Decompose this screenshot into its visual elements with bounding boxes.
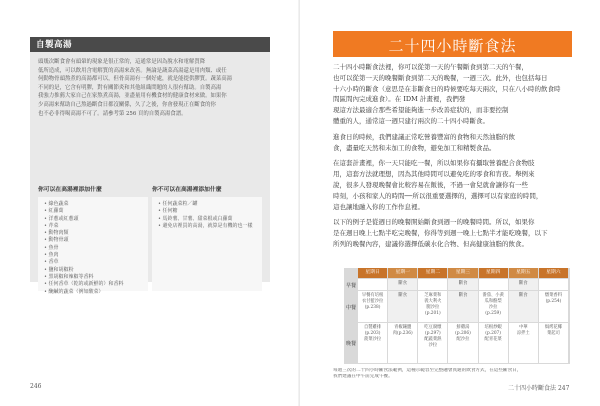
list-item: • 醃鹹的蔬菜（例如酸菜） xyxy=(44,289,148,296)
paragraph-line: 這也讓地融入你的工作作息裡。 xyxy=(333,202,424,211)
forbidden-ingredients-title: 你不可以在高湯裡添加什麼 xyxy=(152,187,222,193)
running-footer-title: 二十四小時斷食法 xyxy=(508,385,557,392)
table-cell: 斷食 xyxy=(448,291,477,322)
forbidden-ingredients-panel xyxy=(152,184,262,294)
right-page xyxy=(300,0,600,406)
list-item: • 芹菜 xyxy=(44,223,148,230)
table-header-cell: 星期日 xyxy=(358,268,387,278)
paragraph-line: 進食日的時候，我們建議正常吃營養豐富的食物和天然油脂的飲 xyxy=(333,132,515,141)
table-cell: 斷食 xyxy=(388,279,417,290)
list-item: • 避免店裡買的高湯，就算是有機的也一樣 xyxy=(158,223,262,230)
list-item: • 任何香草（乾的或新鮮的）和香料 xyxy=(44,281,148,288)
table-row-label: 早餐 xyxy=(345,282,356,289)
allowed-ingredients-list xyxy=(38,201,148,296)
paragraph-line: 是在週日晚上七點半吃完晚餐，你得等到週一晚上七點半才能吃晚餐，以下 xyxy=(333,229,548,238)
paragraph-line: 何動物骨頭熬煮的高湯都可以，但骨高湯有一個好處，就是能提供膠質。蔬菜高湯 xyxy=(38,76,233,83)
table-cell xyxy=(539,279,568,290)
sidebar-header xyxy=(30,37,270,52)
paragraph-line: 以下的例子是從週日的晚餐開始斷食到週一的晚餐時間。所以，如果你 xyxy=(333,218,535,227)
table-cell: 番茄、小黃 瓜和酪梨 沙拉 (p.259) xyxy=(479,291,508,322)
table-cell: 早餐有培根 衣甘藍沙拉 (p.238) xyxy=(358,291,387,322)
list-item: • 魚肉 xyxy=(44,252,148,259)
table-row-label: 晚餐 xyxy=(345,341,356,347)
list-item: • 洋蔥或紅蔥頭 xyxy=(44,216,148,223)
caption-line: 每週三次的二十四小時斷食法範例，這種示範容至完整融會貫通的飲食方式，在這些斷食日， xyxy=(333,368,522,373)
table-row-label: 中餐 xyxy=(345,304,356,311)
chapter-body-text xyxy=(333,62,572,250)
list-item: • 綠色蔬菜 xyxy=(44,201,148,208)
table-header-cell: 星期三 xyxy=(448,268,477,278)
paragraph-line: 也不必非得喝高湯不可了。請參考第 256 頁的自製高湯食譜。 xyxy=(38,110,187,117)
table-cell: 鮮雞湯 (p.206) 配沙拉 xyxy=(448,323,477,363)
paragraph-line: 現這方法最適合那些希望能夠進一步改善症狀的，而非要控制 xyxy=(333,106,509,115)
list-item: • 動物骨頭 xyxy=(44,237,148,244)
table-header-cell: 星期二 xyxy=(418,268,447,278)
list-item: • 馬鈴薯、甘薯、甜菜根或白蘿蔔 xyxy=(158,216,262,223)
table-header-cell: 星期四 xyxy=(479,268,508,278)
list-item: • 香草 xyxy=(44,259,148,266)
table-header-cell: 星期一 xyxy=(388,268,417,278)
list-item: • 紅蘿蔔 xyxy=(44,208,148,215)
paragraph-line: 低所造成，可以飲用含電解質的高湯來改善。無論是蔬菜高湯還是用肉類、或任 xyxy=(38,67,227,74)
table-cell xyxy=(358,279,387,290)
paragraph-line: 間區間內完成進食）。在 IDM 計畫裡，我們發 xyxy=(333,95,466,104)
table-cell: 吃豆腐燉 (p.297) 配蔬菜熱 沙拉 xyxy=(418,323,447,363)
table-cell: 斷食 xyxy=(388,291,417,322)
paragraph-line: 食，盡量吃天然和未加工的食物，避免加工和精製食品。 xyxy=(333,143,496,152)
paragraph-line: 在這套計畫裡，你一天只能吃一餐，所以如果你有攝取營養配合食物肢 xyxy=(333,159,535,168)
forbidden-ingredients-list xyxy=(152,201,262,230)
list-item: • 任何糖 xyxy=(158,208,262,215)
paragraph-line: 也可以從第一天的晚餐斷食到第二天的晚餐，一週三次。此外，也包括每日 xyxy=(333,73,548,82)
table-caption xyxy=(333,368,572,380)
table-cell xyxy=(479,279,508,290)
paragraph-line: 所列的晚餐內容，建議你選擇低碳水化合物、但高健康油脂的飲食。 xyxy=(333,239,528,248)
allowed-ingredients-title: 你可以在高湯裡添加什麼 xyxy=(38,187,102,193)
table-cell: 斷食 xyxy=(448,279,477,290)
table-cell: 中華 涼拌土 xyxy=(509,323,538,363)
table-cell: 培根炒蝦 (p.207) 配青花菜 xyxy=(479,323,508,363)
table-cell: 燉菜香料 (p.254) xyxy=(539,291,568,322)
paragraph-line: 二十四小時斷食法裡，你可以從第一天的午餐斷食到第二天的午餐， xyxy=(333,63,528,71)
right-page-footer xyxy=(508,383,569,392)
list-item: • 動物肉類 xyxy=(44,230,148,237)
list-item: • 黑胡椒和辣椒等香料 xyxy=(44,274,148,281)
table-cell: 斷食 xyxy=(509,291,538,322)
table-cell: 自製雞排 (p.203) 菠菜沙拉 xyxy=(358,323,387,363)
right-page-number: 247 xyxy=(557,385,570,392)
paragraph-line: 時刻，小孩和家人的時間──所以很重要選擇的，選擇可以有家庭的時間， xyxy=(333,191,543,200)
paragraph-line: 頭幾次斷食會有頭暈的現象是很正常的，這通常是因為脫水和電解質降 xyxy=(38,59,206,65)
paragraph-line: 我強力推薦大家自己在家熬煮高湯，並盡量用有機食材的健康食材來做。如果你 xyxy=(38,93,227,100)
list-item: • 任何蔬菜粒／罐 xyxy=(158,201,262,208)
paragraph-line: 少高湯來幫助自己熬過斷食日都沒關係，久了之後，你會發現正在斷食的你 xyxy=(38,101,216,108)
table-header-cell: 星期六 xyxy=(539,268,568,278)
table-cell: 斷食 xyxy=(509,279,538,290)
sidebar-box xyxy=(30,52,270,295)
chapter-title: 二十四小時斷食法 xyxy=(388,37,517,55)
sidebar-paragraph xyxy=(38,58,264,118)
table-cell: 焗烤花椰 菜起司 xyxy=(539,323,568,363)
sidebar-title: 自製高湯 xyxy=(36,40,73,50)
left-page-number: 246 xyxy=(30,383,42,390)
allowed-ingredients-panel xyxy=(38,184,148,294)
list-item: • 鹽和胡椒粉 xyxy=(44,267,148,274)
paragraph-line: 用，這套方法就理想，因為其他時間可以避免吃的零食和宵夜。舉例來 xyxy=(333,170,535,179)
list-item: • 魚骨 xyxy=(44,245,148,252)
table-cell xyxy=(418,279,447,290)
paragraph-line: 體重的人，通常這一週只建行兩次的二十四小時斷食。 xyxy=(333,116,489,125)
chapter-title-bar xyxy=(333,31,572,57)
table-header-cell: 星期五 xyxy=(509,268,538,278)
paragraph-line: 十六小時的斷食（意思是在非斷食日的時候要吃每天兩次，只在八小時的飲食時 xyxy=(333,84,561,93)
paragraph-line: 不同的是，它含有明膠，對有關節炎和其他組織問題的人很有幫助。自製高湯 xyxy=(38,84,222,91)
caption-line: 我們建議在中午前完成午餐。 xyxy=(333,374,393,379)
paragraph-line: 說，很多人發現晚餐會比較容易在飯後，不過一會兒就會讓你有一些 xyxy=(333,180,528,189)
table-cell: 芝麻菜和 義大利火 腿沙拉 (p.201) xyxy=(418,291,447,322)
meal-plan-table xyxy=(344,268,570,364)
table-cell: 青椒鑲鹽 肉(p.236) xyxy=(388,323,417,363)
